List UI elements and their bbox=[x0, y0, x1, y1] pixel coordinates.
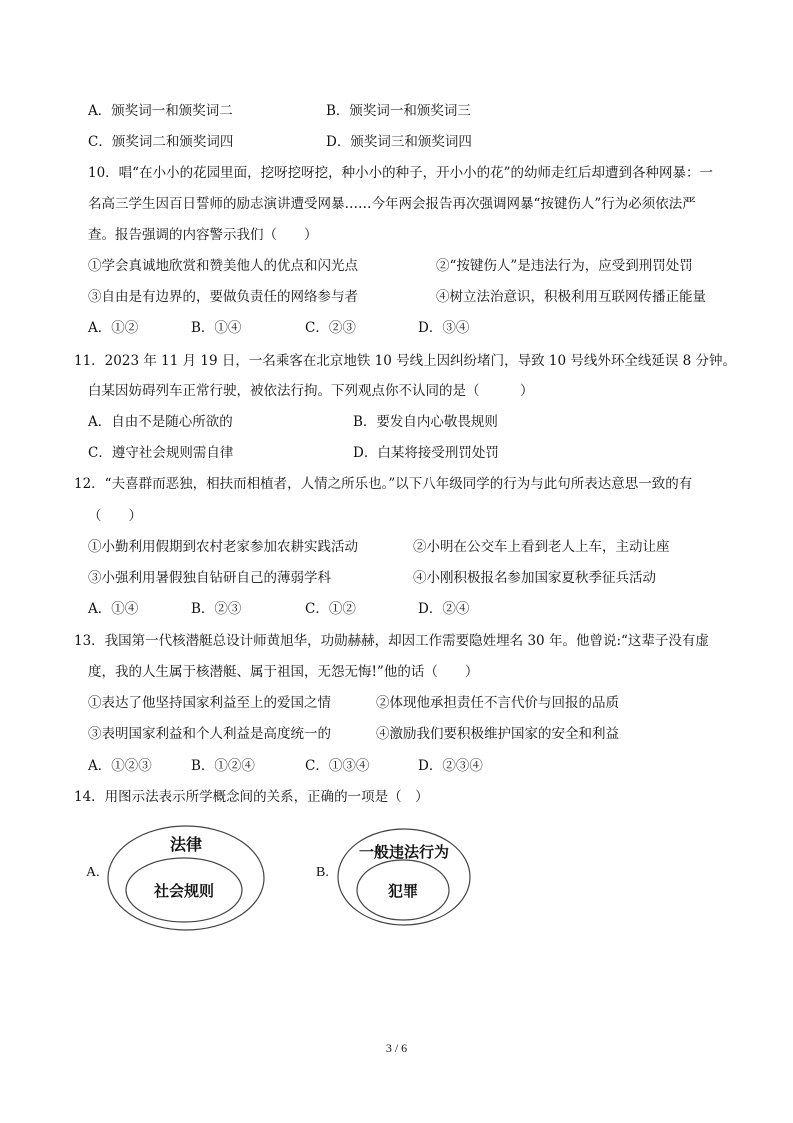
q10-statement-2: ②“按键伤人”是违法行为，应受到刑罚处罚 bbox=[436, 258, 693, 274]
q12-stem-line-1: 12．“夫喜群而恶独，相扶而相植者，人情之所乐也。”以下八年级同学的行为与此句所表达意思一致的有 bbox=[74, 476, 693, 492]
q12-statement-4: ④小刚积极报名参加国家夏秋季征兵活动 bbox=[413, 570, 656, 586]
diagram-b bbox=[336, 827, 472, 929]
q11-option-d: D．白某将接受刑罚处罚 bbox=[353, 445, 499, 461]
q13-statement-3: ③表明国家利益和个人利益是高度统一的 bbox=[88, 726, 331, 742]
q12-option-b: B．②③ bbox=[191, 601, 242, 617]
q14-stem: 14．用图示法表示所学概念间的关系，正确的一项是（ ） bbox=[74, 789, 429, 805]
q13-statement-2: ②体现他承担责任不言代价与回报的品质 bbox=[376, 695, 619, 711]
q13-option-b: B．①②④ bbox=[191, 758, 255, 774]
q12-option-d: D．②④ bbox=[418, 601, 470, 617]
q11-option-a: A．自由不是随心所欲的 bbox=[88, 414, 233, 430]
q13-option-d: D．②③④ bbox=[418, 758, 483, 774]
q11-stem-line-1: 11．2023 年 11 月 19 日，一名乘客在北京地铁 10 号线上因纠纷堵门，导致 10 号线外环全线延误 8 分钟。 bbox=[74, 353, 737, 369]
q9-option-d: D．颁奖词三和颁奖词四 bbox=[326, 134, 472, 150]
q9-option-c: C．颁奖词二和颁奖词四 bbox=[88, 134, 234, 150]
q12-stem-line-2: （ ） bbox=[88, 508, 142, 524]
q11-option-c: C．遵守社会规则需自律 bbox=[88, 445, 234, 461]
diagram-a-letter: A. bbox=[86, 865, 100, 880]
q9-option-b: B．颁奖词一和颁奖词三 bbox=[326, 103, 471, 119]
q13-stem-line-1: 13．我国第一代核潜艇总设计师黄旭华，功勋赫赫，却因工作需要隐姓埋名 30 年。他曾说:“这辈子没有虚 bbox=[74, 633, 709, 649]
q12-option-c: C．①② bbox=[305, 601, 356, 617]
diagram-a bbox=[105, 822, 270, 934]
q13-stem-line-2: 度，我的人生属于核潜艇、属于祖国，无怨无悔!”他的话（ ） bbox=[88, 664, 479, 680]
page-number: 3 / 6 bbox=[385, 1041, 408, 1055]
q12-statement-3: ③小强利用暑假独自钻研自己的薄弱学科 bbox=[88, 570, 331, 586]
q10-stem-line-3: 查。报告强调的内容警示我们（ ） bbox=[88, 227, 318, 243]
q11-option-b: B．要发自内心敬畏规则 bbox=[353, 414, 498, 430]
q12-option-a: A．①④ bbox=[88, 601, 139, 617]
diagram-a-inner-label: 社会规则 bbox=[153, 882, 215, 900]
q11-stem-line-2: 白某因妨碍列车正常行驶，被依法行拘。下列观点你不认同的是（ ） bbox=[88, 383, 534, 399]
q10-option-a: A．①② bbox=[88, 320, 139, 336]
q10-option-c: C．②③ bbox=[305, 320, 356, 336]
diagram-b-letter: B. bbox=[316, 865, 329, 880]
q12-statement-1: ①小勤利用假期到农村老家参加农耕实践活动 bbox=[88, 539, 358, 555]
q10-statement-1: ①学会真诚地欣赏和赞美他人的优点和闪光点 bbox=[88, 258, 358, 274]
q13-option-c: C．①③④ bbox=[305, 758, 370, 774]
diagram-a-outer-label: 法律 bbox=[169, 835, 203, 854]
q10-option-b: B．①④ bbox=[191, 320, 242, 336]
q10-statement-3: ③自由是有边界的，要做负责任的网络参与者 bbox=[88, 289, 358, 305]
q12-statement-2: ②小明在公交车上看到老人上车，主动让座 bbox=[413, 539, 670, 555]
diagram-b-inner-label: 犯罪 bbox=[387, 882, 419, 900]
q10-stem-line-2: 名高三学生因百日誓师的励志演讲遭受网暴……今年两会报告再次强调网暴“按键伤人”行为必须依法严 bbox=[88, 196, 696, 212]
q10-option-d: D．③④ bbox=[418, 320, 470, 336]
diagram-b-outer-label: 一般违法行为 bbox=[358, 843, 450, 861]
q13-option-a: A．①②③ bbox=[88, 758, 152, 774]
q9-option-a: A．颁奖词一和颁奖词二 bbox=[88, 103, 233, 119]
q10-statement-4: ④树立法治意识，积极利用互联网传播正能量 bbox=[436, 289, 706, 305]
q13-statement-4: ④激励我们要积极维护国家的安全和利益 bbox=[376, 726, 619, 742]
q10-stem-line-1: 10．唱“在小小的花园里面，挖呀挖呀挖，种小小的种子，开小小的花”的幼师走红后却遭到各种网暴：一 bbox=[88, 165, 713, 181]
q13-statement-1: ①表达了他坚持国家利益至上的爱国之情 bbox=[88, 695, 331, 711]
